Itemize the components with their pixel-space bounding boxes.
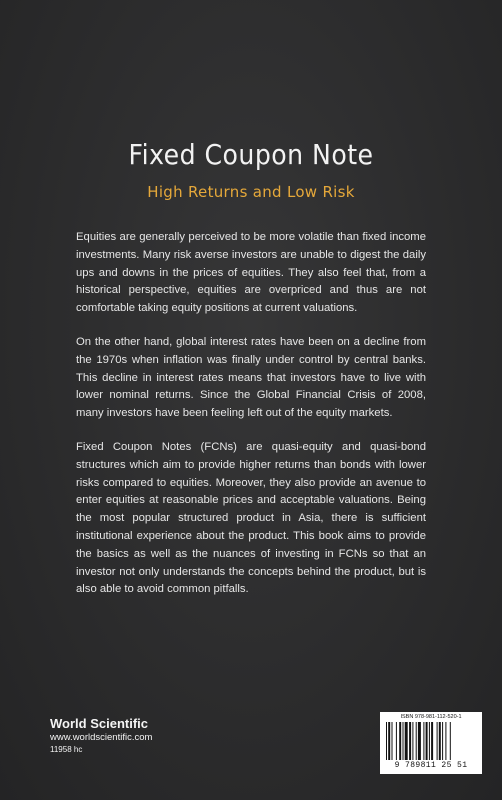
blurb	[76, 229, 426, 615]
barcode-bar	[392, 722, 393, 760]
barcode-bar	[386, 722, 387, 760]
barcode-bar	[426, 722, 428, 760]
barcode-bar	[412, 722, 413, 760]
book-subtitle: High Returns and Low Risk	[147, 183, 355, 201]
barcode-bar	[442, 722, 443, 760]
barcode-bar	[409, 722, 411, 760]
barcode-bar	[437, 722, 438, 760]
barcode-bar	[403, 722, 404, 760]
barcode-bar	[423, 722, 424, 760]
publisher-block	[50, 716, 152, 755]
barcode-bar	[439, 722, 441, 760]
barcode-bars	[386, 722, 476, 760]
barcode-bar	[405, 722, 408, 760]
barcode-bar	[429, 722, 430, 760]
publisher-name: World Scientific	[50, 716, 148, 731]
barcode-bar	[418, 722, 421, 760]
barcode	[380, 712, 482, 774]
barcode-bar	[450, 722, 451, 760]
barcode-bar	[416, 722, 417, 760]
barcode-bar	[399, 722, 401, 760]
publisher-code: 11958 hc	[50, 745, 83, 754]
book-title: Fixed Coupon Note	[128, 138, 374, 171]
barcode-bar	[396, 722, 397, 760]
barcode-bar	[388, 722, 390, 760]
blurb-paragraph-1: Equities are generally perceived to be more volatile than fixed income investments. Many risk averse investors are unable to digest the daily ups and downs in the prices of equities. They also feel that, from a historical perspective, equities are overpriced and thus are not comfortable taking equity positions at current valuations.	[76, 231, 426, 315]
blurb-paragraph-2: On the other hand, global interest rates have been on a decline from the 1970s when inflation was finally under control by central banks. This decline in interest rates means that investors have to live with lower nominal returns. Since the Global Financial Crisis of 2008, many investors have been feeling left out of the equity markets.	[76, 335, 426, 420]
barcode-bar	[431, 722, 433, 760]
blurb-paragraph-3: Fixed Coupon Notes (FCNs) are quasi-equity and quasi-bond structures which aim to provide higher returns than bonds with lower risks compared to equities. Moreover, they also provide an avenue to enter equities at reasonable prices and acceptable valuations. Being the most popular structured product in Asia, there is sufficient institutional experience about the product. This book aims to provide the basics as well as the nuances of investing in FCNs so that an investor not only understands the concepts behind the product, but is also able to avoid common pitfalls.	[76, 440, 426, 596]
barcode-digits: 9 789811 25 51	[394, 761, 468, 770]
isbn-label: ISBN 978-981-112-520-1	[400, 714, 462, 720]
publisher-url: www.worldscientific.com	[50, 732, 153, 743]
barcode-bar	[445, 722, 446, 760]
